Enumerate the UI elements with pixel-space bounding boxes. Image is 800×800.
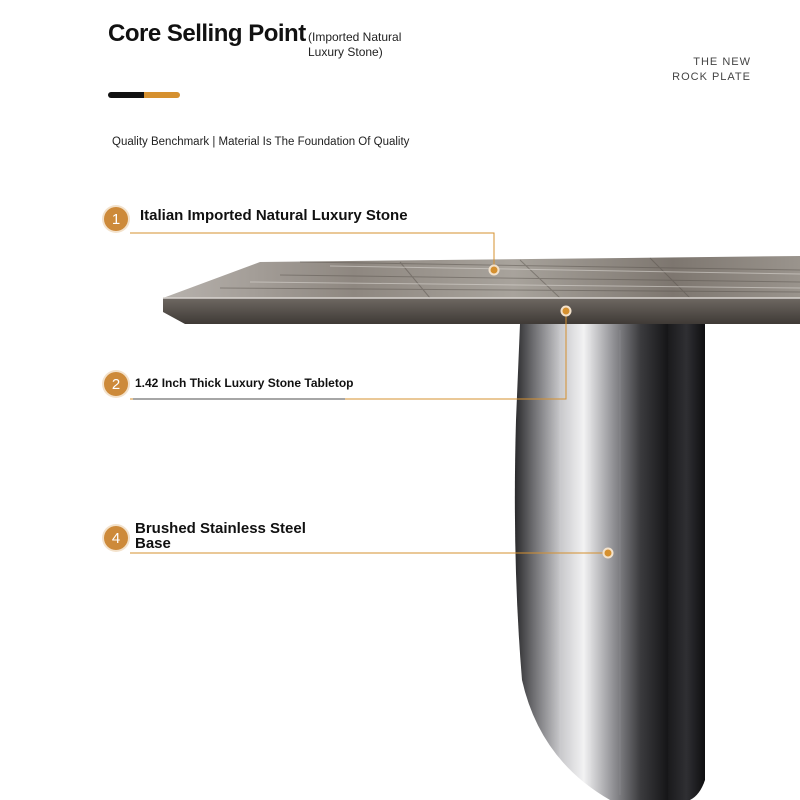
callout-4-label-line-2: Base — [135, 535, 171, 552]
callout-1-label: Italian Imported Natural Luxury Stone — [140, 207, 408, 224]
callout-4-label-line-1: Brushed Stainless Steel — [135, 520, 306, 537]
tabletop-edge — [163, 298, 800, 324]
callout-2-label: 1.42 Inch Thick Luxury Stone Tabletop — [135, 376, 354, 390]
callout-1-number: 1 — [104, 207, 128, 231]
callout-1-dot — [490, 266, 499, 275]
page-subtitle: (Imported Natural Luxury Stone) — [308, 30, 402, 59]
badge-line-1: THE NEW — [693, 56, 751, 68]
tagline: Quality Benchmark | Material Is The Foundation Of Quality — [112, 136, 410, 148]
rock-plate-badge — [650, 55, 751, 85]
accent-bar — [108, 92, 180, 98]
steel-base — [515, 324, 668, 800]
badge-line-2: ROCK PLATE — [672, 71, 751, 83]
callout-2-number: 2 — [104, 372, 128, 396]
callout-2-dot — [562, 307, 571, 316]
callout-4-number: 4 — [104, 526, 128, 550]
steel-base-side — [668, 324, 705, 800]
page-title: Core Selling Point — [108, 20, 306, 47]
callout-4-label — [135, 521, 306, 551]
callout-4-dot — [604, 549, 613, 558]
